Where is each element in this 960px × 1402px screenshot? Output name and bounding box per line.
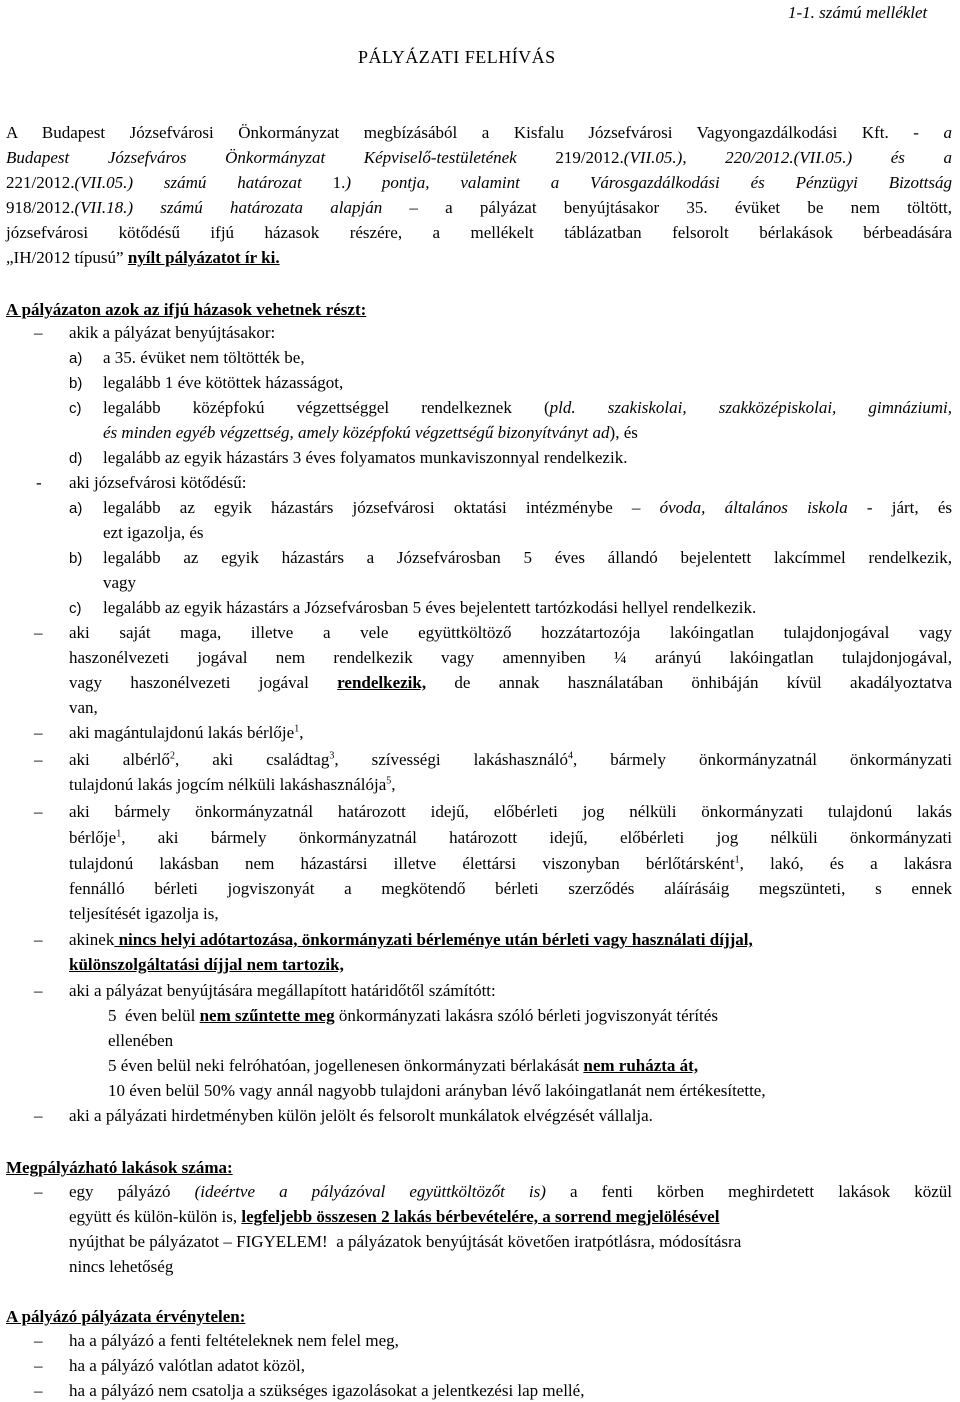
eligibility-heading: A pályázaton azok az ifjú házasok vehetnek részt: xyxy=(6,300,367,319)
invalid-heading: A pályázó pályázata érvénytelen: xyxy=(6,1307,246,1326)
bullet-dash: – xyxy=(34,323,43,342)
bullet-hyphen: - xyxy=(36,473,42,492)
page-title: PÁLYÁZATI FELHÍVÁS xyxy=(358,47,556,67)
apartments-heading: Megpályázható lakások száma: xyxy=(6,1158,233,1177)
document-page: 1-1. számú melléklet PÁLYÁZATI FELHÍVÁS A Budapest Józsefvárosi Önkormányzat megbízásából a Kisfalu Józsefvárosi Vagyongazdálkodási Kft. - a Budapest Józsefváros Önkormányzat Képviselő-testületének 219/2012.(VII.05.), 220/2012.(VII.05.) és a 221/2012.(VII.05.) számú határozat 1.) pontja, valamint a Városgazdálkodási és Pénzügyi Bizottság 918/2012.(VII.18.) számú határozata alapján – a pályázat benyújtásakor 35. évüket be nem töltött, józsefvárosi kötődésű ifjú házasok részére, a mellékelt táblázatban felsorolt bérlakások bérbeadására „IH/2012 típusú” nyílt pályázatot ír ki. A pályázaton azok az ifjú házasok vehetnek részt: – akik a pályázat benyújtásakor: a) a 35. évüket nem töltötték be, b) legalább 1 éve kötöttek házasságot, c) legalább középfokú végzettséggel rendelkeznek (pld. szakiskolai, szakközépiskolai, gimnáziumi, és minden egyéb végzettség, amely középfokú végzettségű bizonyítványt ad), és d) legalább az egyik házastárs 3 éves folyamatos munkaviszonnyal rendelkezik. - aki józsefvárosi kötődésű: a) legalább az egyik házastárs józsefvárosi oktatási intézménybe – óvoda, általános iskola - járt, és ezt igazolja, és b) legalább az egyik házastárs a Józsefvárosban 5 éves állandó bejelentett lakcímmel rendelkezik, vagy c) legalább az egyik házastárs a Józsefvárosban 5 éves bejelentett tartózkodási hellyel rendelkezik. – aki saját maga, illetve a vele együttköltöző hozzátartozója lakóingatlan tulajdonjogával vagy haszonélvezeti jogával nem rendelkezik vagy amennyiben ¼ arányú lakóingatlan tulajdonjogával, vagy haszonélvezeti jogával rendelkezik, de annak használatában önhibáján kívül akadályoztatva van, – aki magántulajdonú lakás bérlője$^1$, – aki albérlő$^2$, aki családtag$^3$, szívességi lakáshasználó$^4$, bármely önkormányzatnál önkormányzati tulajdonú lakás jogcím nélküli lakáshasználója$^5$, – aki bármely önkormányzatnál határozott idejű, előbérleti jog nélküli önkormányzati tulajdonú lakás bérlője$^1$, aki bármely önkormányzatnál határozott idejű, előbérleti jog nélküli önkormányzati tulajdonú lakásban nem házastársi illetve élettársi viszonyban bérlőtársként$^1$, lakó, és a lakásra fennálló bérleti jogviszonyát a megkötendő bérleti szerződés aláírásáig megszünteti, s ennek teljesítését igazolja is, – akinek nincs helyi adótartozása, önkormányzati bérleménye után bérleti vagy használati díjjal, különszolgáltatási díjjal nem tartozik, – aki a pályázat benyújtására megállapított határidőtől számítótt: 5 éven belül nem szűntette meg önkormányzati lakásra szóló bérleti jogviszonyát térítés ellenében 5 éven belül neki felróhatóan, jogellenesen önkormányzati bérlakását nem ruházta át, 10 éven belül 50% vagy annál nagyobb tulajdoni arányban lévő lakóingatlanát nem értékesítette, – aki a pályázati hirdetményben külön jelölt és felsorolt munkálatok elvégzését vállalja. Megpályázható lakások száma: – egy pályázó (ideértve a pályázóval együttköltözőt is) a fenti körben meghirdetett lakások közül együtt és külön-külön is, legfeljebb összesen 2 lakás bérbevételére, a sorrend megjelölésével nyújthat be pályázatot – FIGYELEM! a pályázatok benyújtását követően iratpótlásra, módosításra nincs lehetőség A pályázó pályázata érvénytelen: – ha a pályázó a fenti feltételeknek nem felel meg, – ha a pályázó valótlan adatot közöl, – ha a pályázó nem csatolja a szükséges igazolásokat a jelentkezési lap mellé, xyxy=(6,3,953,1400)
annex-label: 1-1. számú melléklet xyxy=(788,3,928,22)
